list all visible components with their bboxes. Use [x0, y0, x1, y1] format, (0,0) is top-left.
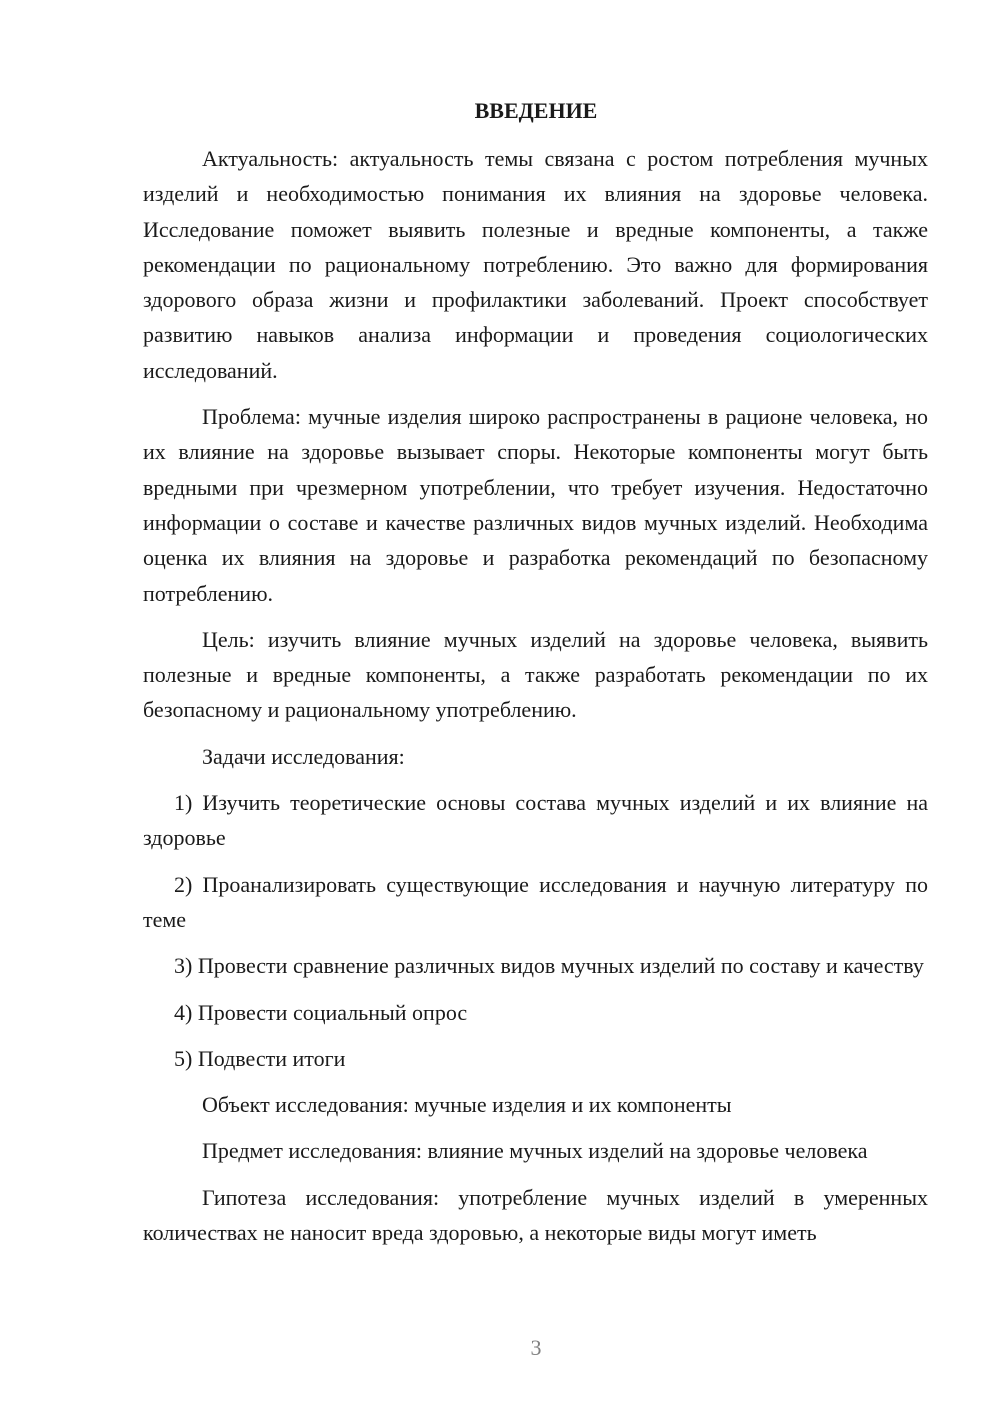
task-item-1: 1) Изучить теоретические основы состава мучных изделий и их влияние на здоровье	[143, 790, 928, 851]
task-item-2: 2) Проанализировать существующие исследования и научную литературу по теме	[143, 871, 928, 932]
paragraph-relevance: Актуальность: актуальность темы связана с ростом потребления мучных изделий и необходимостью понимания их влияния на здоровье человека. Исследование поможет выявить полезные и вредные компоненты, а также рекомендации по рациональному потреблению. Это важно для формирования здорового образа жизни и профилактики заболеваний. Проект способствует развитию навыков анализа информации и проведения социологических исследований.	[143, 146, 928, 383]
paragraph-tasks-heading: Задачи исследования:	[202, 743, 405, 769]
paragraph-subject: Предмет исследования: влияние мучных изделий на здоровье человека	[202, 1138, 868, 1164]
task-item-4: 4) Провести социальный опрос	[174, 999, 468, 1025]
paragraph-problem: Проблема: мучные изделия широко распространены в рационе человека, но их влияние на здоровье вызывает споры. Некоторые компоненты могут быть вредными при чрезмерном употреблении, что требует изучения. Недостаточно информации о составе и качестве различных видов мучных изделий. Необходима оценка их влияния на здоровье и разработка рекомендаций по безопасному потреблению.	[143, 404, 928, 606]
paragraph-hypothesis: Гипотеза исследования: употребление мучных изделий в умеренных количествах не наносит вреда здоровью, а некоторые виды могут иметь	[143, 1184, 928, 1246]
document-body	[143, 141, 928, 1250]
task-item-3: 3) Провести сравнение различных видов мучных изделий по составу и качеству	[174, 953, 924, 979]
page-title: ВВЕДЕНИЕ	[474, 98, 598, 123]
page-number: 3	[530, 1335, 542, 1360]
paragraph-object: Объект исследования: мучные изделия и их компоненты	[202, 1092, 732, 1118]
paragraph-goal: Цель: изучить влияние мучных изделий на здоровье человека, выявить полезные и вредные компоненты, а также разработать рекомендации по их безопасному и рациональному употреблению.	[143, 626, 928, 723]
task-item-5: 5) Подвести итоги	[174, 1045, 346, 1071]
